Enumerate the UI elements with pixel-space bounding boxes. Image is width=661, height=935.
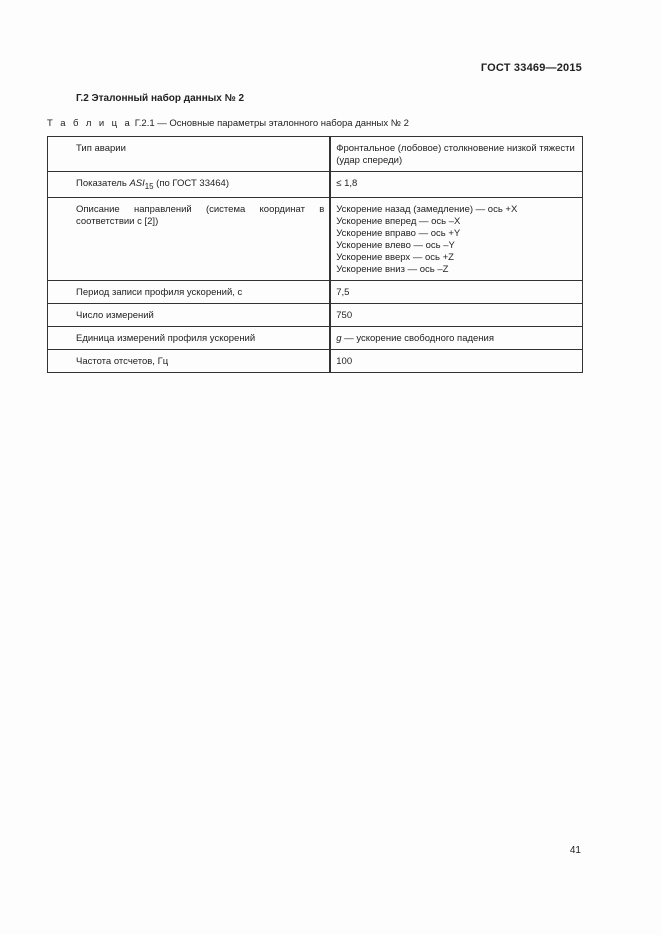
asi-suffix: (по ГОСТ 33464) <box>153 178 229 189</box>
table-caption <box>47 118 409 129</box>
direction-line: Ускорение вперед — ось –X <box>336 215 461 227</box>
asi-subscript: 15 <box>144 181 154 191</box>
direction-line: Ускорение назад (замедление) — ось +X <box>336 203 518 215</box>
asi-symbol: ASI <box>129 178 145 189</box>
table-row-sample-rate <box>48 349 583 372</box>
table-row-record-period <box>48 280 583 303</box>
table-cell-value: 100 <box>330 349 582 372</box>
unit-description: — ускорение свободного падения <box>341 332 495 344</box>
direction-line: Ускорение вниз — ось –Z <box>336 263 449 275</box>
table-cell-name <box>48 172 331 198</box>
section-title: Г.2 Эталонный набор данных № 2 <box>76 93 245 104</box>
table-cell-name: Частота отсчетов, Гц <box>48 349 331 372</box>
direction-line: Ускорение влево — ось –Y <box>336 239 455 251</box>
table-row-unit <box>48 326 583 349</box>
page-number: 41 <box>569 845 581 856</box>
table-row-measurement-count <box>48 303 583 326</box>
table-row-asi <box>48 172 583 198</box>
table-row-directions <box>48 197 583 280</box>
asi-prefix: Показатель <box>76 178 130 189</box>
document-number: ГОСТ 33469—2015 <box>480 62 582 74</box>
parameters-table <box>47 136 583 373</box>
table-row-accident-type <box>48 137 583 172</box>
table-cell-value: 750 <box>330 303 582 326</box>
table-cell-name: Описание направлений (система координат в соответствии с [2]) <box>48 197 331 280</box>
table-caption-prefix: Т а б л и ц а <box>47 118 133 129</box>
table-caption-text: Г.2.1 — Основные параметры эталонного набора данных № 2 <box>132 118 409 129</box>
table-cell-value: Фронтальное (лобовое) столкновение низкой тяжести (удар спереди) <box>330 137 582 172</box>
table-cell-value: ≤ 1,8 <box>330 172 582 198</box>
table-cell-name: Тип аварии <box>48 137 331 172</box>
table-cell-name: Единица измерений профиля ускорений <box>48 326 331 349</box>
table-cell-value <box>330 197 582 280</box>
direction-line: Ускорение вправо — ось +Y <box>336 227 461 239</box>
table-cell-value <box>330 326 582 349</box>
direction-line: Ускорение вверх — ось +Z <box>336 251 454 263</box>
table-cell-value: 7,5 <box>330 280 582 303</box>
unit-symbol: g <box>336 332 342 344</box>
table-cell-name: Число измерений <box>48 303 331 326</box>
table-cell-name: Период записи профиля ускорений, с <box>48 280 331 303</box>
